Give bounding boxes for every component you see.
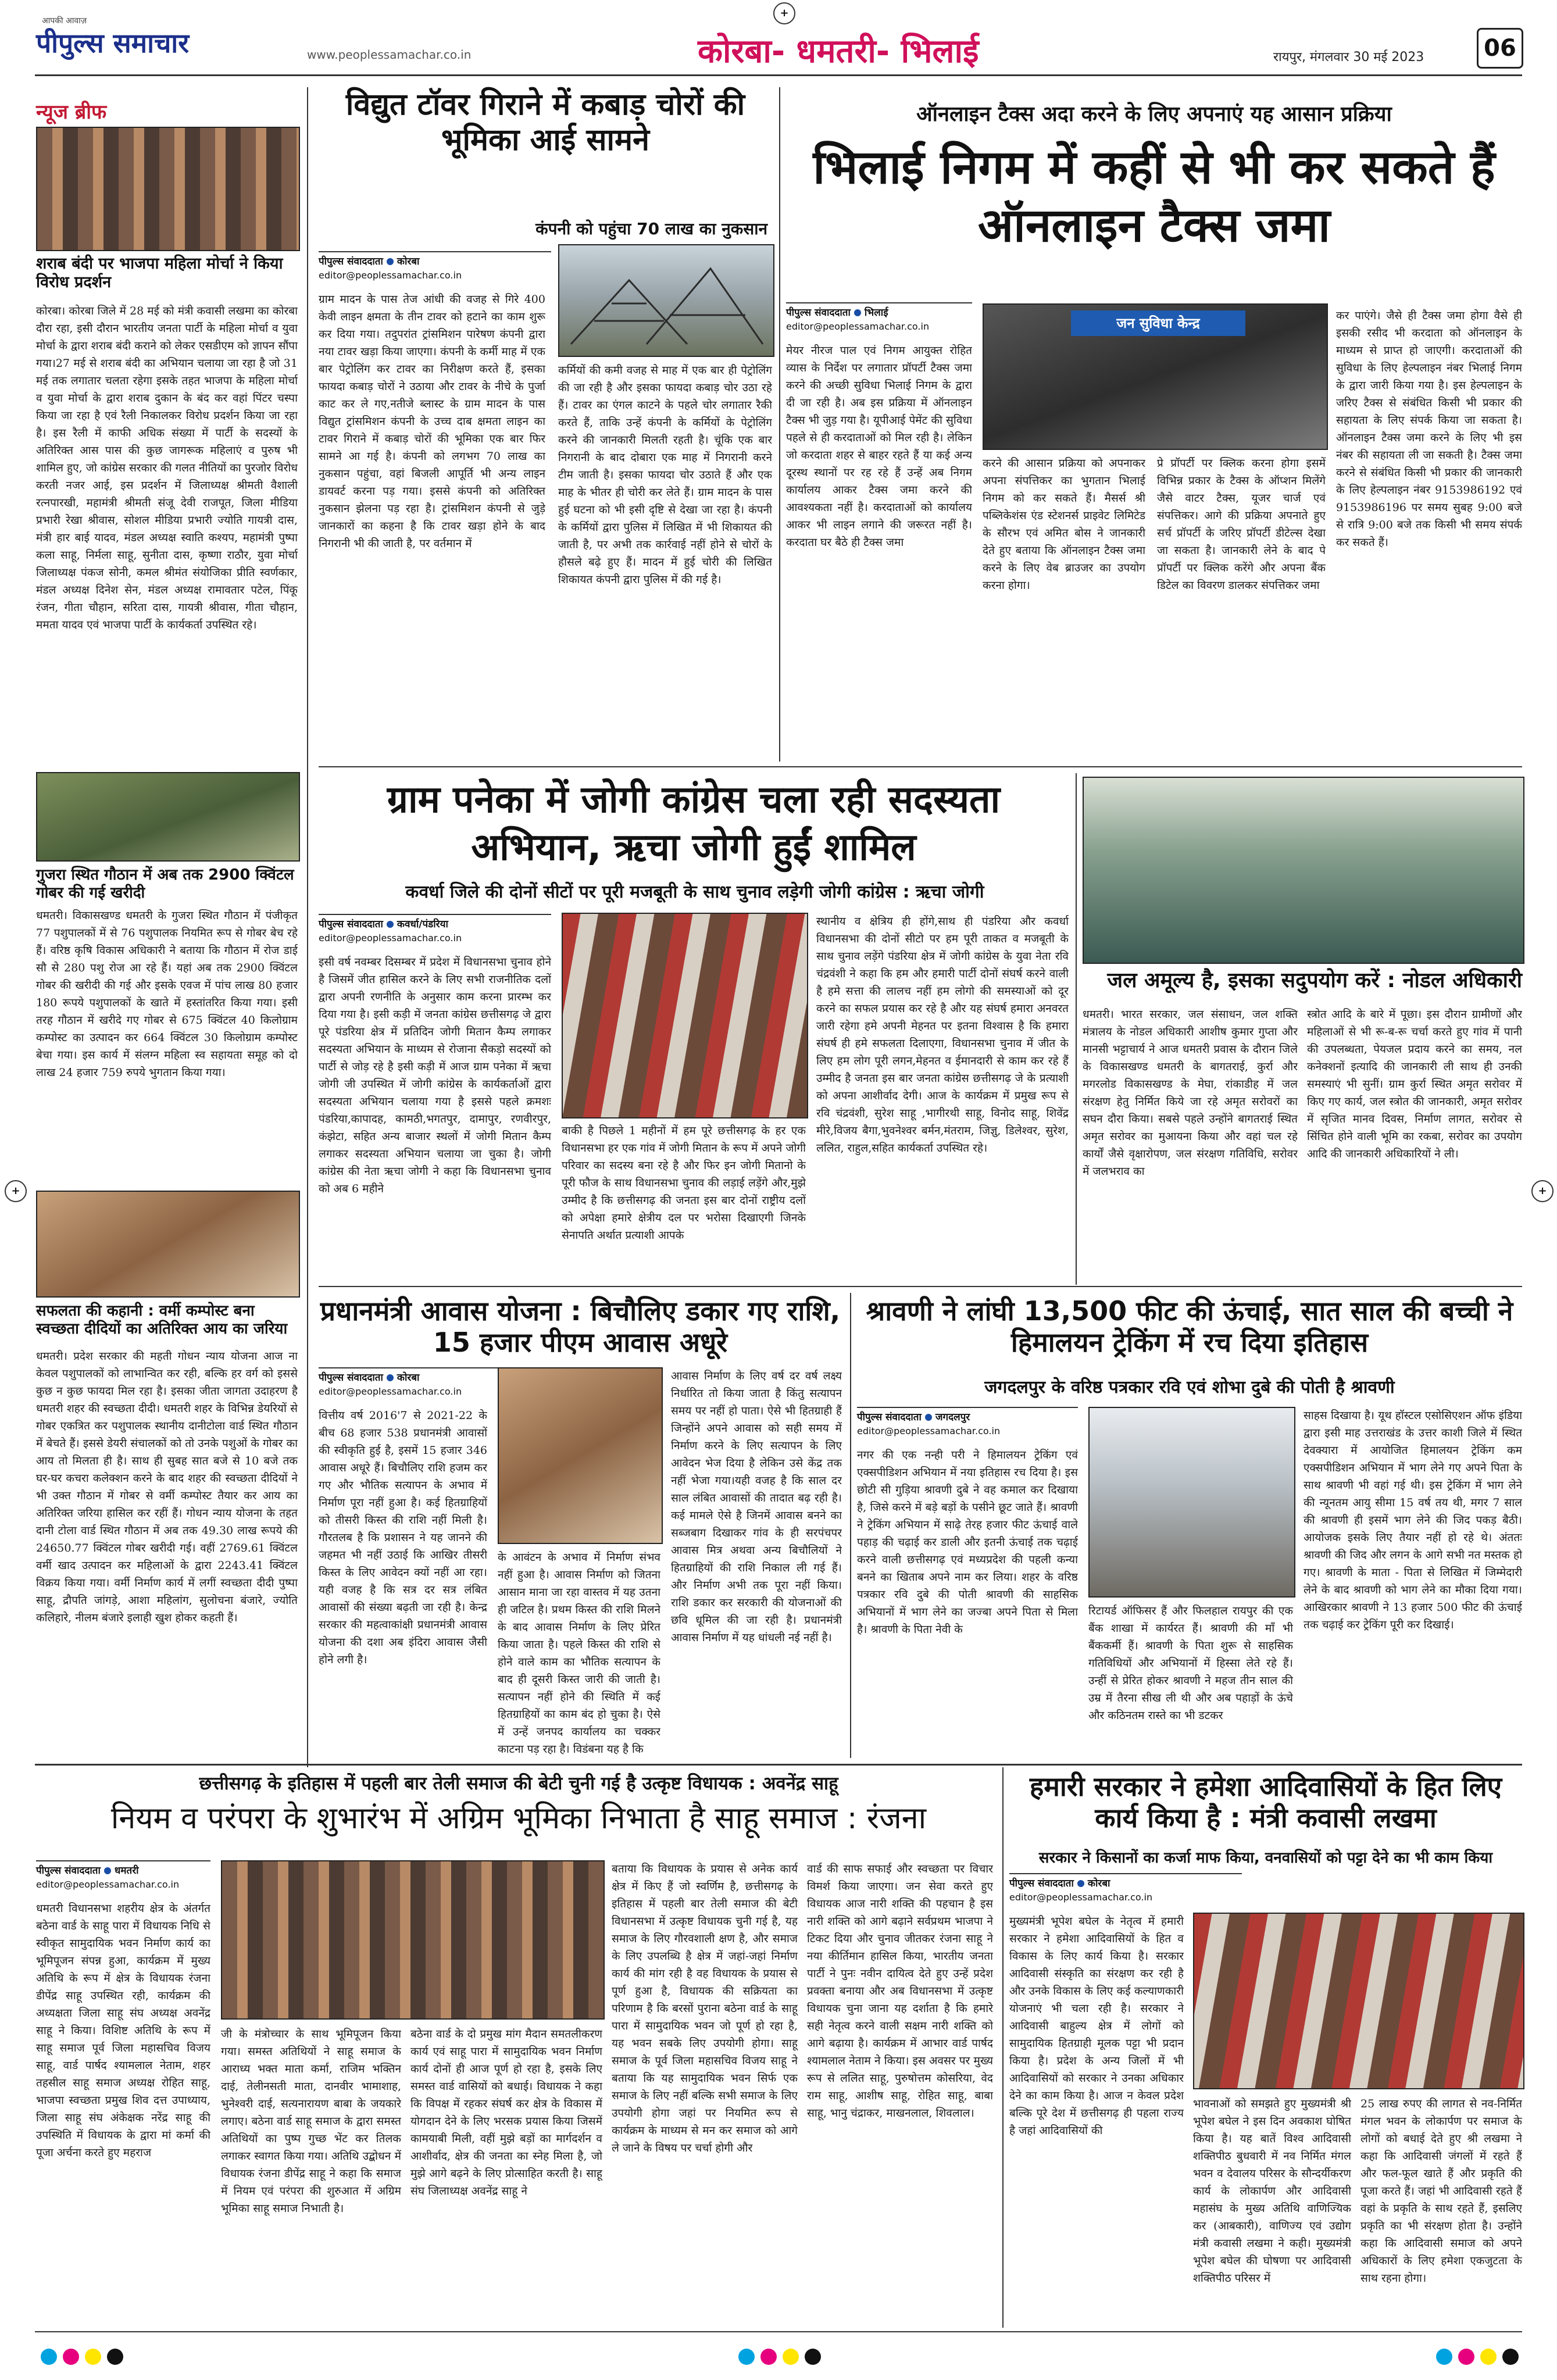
dateline: रायपुर, मंगलवार 30 मई 2023 xyxy=(1273,50,1424,65)
jogi-photo xyxy=(562,913,808,1118)
byline-email[interactable]: editor@peoplessamachar.co.in xyxy=(1009,1892,1153,1903)
brief-photo-3 xyxy=(36,1191,300,1298)
jogi-col-3: स्थानीय व क्षेत्रिय ही होंगे,साथ ही पंडरिया और कवर्धा विधानसभा की दोनों सीटो पर हम पूरी ताकत व मजबूती के साथ चुनाव लड़ेंगे पंडरिया क्षेत्र में जोगी कांग्रेस के युवा नेता रवि चंद्रवंशी ने कहा कि हम और हमारी पार्टी दोनों संघर्ष करने वाली है हमे सत्ता की लालच नहीं हम लोगो की समस्याओं को दूर करने का सफल प्रयास कर रहे है और यह संघर्ष हमारा अनवरत जारी रहेगा हमे अपनी मेहनत पर इतना विश्वास है कि हमारा संघर्ष ही हमे सफलता दिलाएगा, विधानसभा चुनाव में जीत के लिए हम लोग पूरी लगन,मेहनत व ईमानदारी से काम कर रहे हैं उम्मीद है जनता इस बार जनता कांग्रेस छत्तीसगढ़ जे के प्रत्याशी को अपना आशीर्वाद देगी। आज के कार्यक्रम में प्रमुख रूप से रवि चंद्रवंशी, सुरेश साहू ,भागीरथी साहू, विनोद साहू, शिवेंद्र मीरे,विजय बैगा,भुवनेश्वर बर्मन,मंतराम, जिज्ञु, डिलेश्वर, सुरेश, ललित, राहुल,सहित कार्यकर्ता उपस्थित रहे। xyxy=(816,915,1069,1155)
jogi-divider xyxy=(1076,773,1077,1285)
sahu-col-1: धमतरी विधानसभा शहरीय क्षेत्र के अंतर्गत बठेना वार्ड के साहू पारा में विधायक निधि से स्वीकृत सामुदायिक भवन निर्माण कार्य का भूमिपूजन संपन्न हुआ, कार्यक्रम में मुख्य अतिथि के रूप में क्षेत्र के विधायक रंजना डीपेंद्र साहू उपस्थित रही, कार्यक्रम की अध्यक्षता जिला साहू संघ अध्यक्ष अवनेंद्र साहू ने किया। विशिष्ट अतिथि के रूप में साहू समाज पूर्व जिला महासचिव विजय साहू, वार्ड पार्षद श्यामलाल नेताम, शहर तहसील साहू समाज अध्यक्ष रोहित साहू, भाजपा स्वच्छता प्रमुख शिव दत्त उपाध्याय, जिला साहू संघ अंकेक्षक नरेंद्र साहू की उपस्थिति में विधायक के द्वारा मां कर्मा की पूजा अर्चना करते हुए महराज xyxy=(36,1902,210,2159)
shravani-headline: श्रावणी ने लांघी 13,500 फीट की ऊंचाई, सात साल की बच्ची ने हिमालयन ट्रेकिंग में रच दिया इतिहास xyxy=(866,1295,1513,1359)
site-url[interactable]: www.peoplessamachar.co.in xyxy=(307,48,472,62)
registration-mark-left: + xyxy=(5,1180,27,1202)
bhilai-col-3: प्रे प्रॉपर्टी पर क्लिक करना होगा इसमें विभिन्न प्रकार के टैक्स के ऑप्शन मिलेंगे जैसे वाटर टैक्स, यूजर चार्ज एवं संपत्तिकर। आगे की प्रक्रिया अपनाते हुए सर्च प्रॉपर्टी के जरिए प्रॉपर्टी डीटेल्स देखा जा सकता है। जानकारी लेने के बाद पे प्रॉपर्टी पर क्लिक करेंगे और अपना बैंक डिटेल का विवरण डालकर संपत्तिकर जमा xyxy=(1157,457,1326,592)
tower-divider xyxy=(779,87,780,762)
awas-col-3: आवास निर्माण के लिए वर्ष दर वर्ष लक्ष्य निर्धारित तो किया जाता है किंतु सत्यापन समय पर नहीं हो पाता। ऐसे भी हितग्राही हैं जिन्होंने अपने आवास को सही समय में निर्माण करने के लिए सत्यापन के लिए आवेदन भेज दिया है लेकिन उसे केंद्र तक नहीं भेजा गया।यही वजह है कि साल दर साल लंबित आवासों की तादात बढ़ रही है। कई मामले ऐसे है जिनमें आवास बनने का सब्जबाग दिखाकर गांव के ही सरपंचपर आवास मित्र अथवा अन्य बिचौलियों ने हितग्राहियों की राशि निकाल ली गई हैं। और निर्माण अभी तक पूरा नहीं किया। राशि डकार कर सरकारी की योजनाओं की छवि धूमिल की जा रही है। प्रधानमंत्री आवास निर्माण में यह धांधली नई नहीं है। xyxy=(671,1370,842,1644)
brief-text-1: कोरबा। कोरबा जिले में 28 मई को मंत्री कवासी लखमा का कोरबा दौरा रहा, इसी दौरान भारतीय जनता पार्टी के महिला मोर्चा व युवा मोर्चा के द्वारा शराब बंदी कराने को लेकर एसडीएम को ज्ञापन सौंपा गया।27 मई से शराब बंदी का अभियान चलाया जा रहा है जो 31 मई तक लगातार चलता रहेगा इसके तहत भाजपा के महिला मोर्चा व युवा मोर्चा के द्वारा शराब दुकान के बंद कर वहां पिंटर चस्पा किया जा रहा है एवं रैली निकालकर विरोध प्रदर्शन किया जा रहा है। इस रैली में काफी अधिक संख्या में पार्टी के सदस्यों के अतिरिक्त आस पास की कुछ जागरूक महिलाएं व पुरुष भी शामिल हुए, जो कांग्रेस सरकार की गलत नीतियों का पुरजोर विरोध करती नजर आई, इस प्रदर्शन में जिलाध्यक्ष श्रीमती वैशाली रत्नपारखी, महामंत्री श्रीमती संजू देवी राजपूत, जिला मीडिया प्रभारी रेखा श्रीवास, सोशल मीडिया प्रभारी ज्योति गायत्री दास, मंत्री हार बाई यादव, मंडल अध्यक्ष स्वाति कश्यप, महामंत्री पुष्पा कला साहू, निर्मला साहू, सुनीता दास, कृष्णा राठौर, युवा मोर्चा जिलाध्यक्ष पंकज सोनी, कमल श्रीमंत संयोजिका प्रीति स्वर्णकार, मंडल अध्यक्ष दिनेश सेन, मंडल अध्यक्ष रामावतार पटेल, पिंकू रंजन, गीता चौहान, सरिता दास, गायत्री श्रीवास, गीता चौहान, ममता यादव एवं भाजपा पार्टी के कार्यकर्ता उपस्थित रहे। xyxy=(36,305,298,631)
sahu-divider xyxy=(1002,1767,1004,2328)
kawasi-subhead: सरकार ने किसानों का कर्जा माफ किया, वनवासियों को पट्टा देने का भी काम किया xyxy=(1038,1849,1493,1867)
awas-col-2: के आवंटन के अभाव में निर्माण संभव नहीं हुआ है। आवास निर्माण को जितना आसान माना जा रहा वास्तव में यह उतना ही जटिल है। प्रथम किस्त की राशि मिलने के बाद आवास निर्माण के लिए प्रेरित किया जाता है। पहले किस्त की राशि से होने वाले काम का भौतिक सत्यापन के बाद ही दूसरी किस्त जारी की जाती है। सत्यापन नहीं होने की स्थिति में कई हितग्राहियों का काम बंद हो चुका है। ऐसे में उन्हें जनपद कार्यालय का चक्कर काटना पड़ रहा है। विडंबना यह है कि xyxy=(498,1551,660,1756)
row-3-rule xyxy=(35,1764,1522,1766)
jogi-subhead: कवर्धा जिले की दोनों सीटों पर पूरी मजबूती के साथ चुनाव लड़ेगी जोगी कांग्रेस : ऋचा जोगी xyxy=(405,882,984,902)
tower-byline xyxy=(319,251,551,283)
awas-col-1: वित्तीय वर्ष 2016'7 से 2021-22 के बीच 68 हजार 538 प्रधानमंत्री आवासों की स्वीकृति हुई है, इसमें 15 हजार 346 आवास अधूरे हैं। बिचौलिए राशि हजम कर गए और भौतिक सत्यापन के अभाव में निर्माण पूरा नहीं हुआ है। कई हितग्राहियों को तीसरी किस्त की राशि नहीं मिली है। गौरतलब है कि प्रशासन ने यह जानने की जहमत भी नहीं उठाई कि आखिर तीसरी किस्त के लिए आवेदन क्यों नहीं आ रहा। यही वजह है कि सत्र दर सत्र लंबित आवासों की संख्या बढ़ती जा रही है। केन्द्र सरकार की महत्वाकांक्षी प्रधानमंत्री आवास योजना की दशा अब इंदिरा आवास जैसी होने लगी है। xyxy=(319,1409,487,1666)
section-title: कोरबा- धमतरी- भिलाई xyxy=(698,33,979,70)
byline-reporter: पीपुल्स संवाददाता xyxy=(857,1411,922,1423)
collapsed-tower-illustration xyxy=(559,245,773,356)
brief-text-2: धमतरी। विकासखण्ड धमतरी के गुजरा स्थित गौठान में पंजीकृत 77 पशुपालकों में से 76 पशुपालक नियमित रूप से गोबर बेच रहे हैं। वरिष्ठ कृषि विकास अधिकारी ने बताया कि गौठान में रोज डाई सौ से 280 पशु रोज आ रहे हैं। यहां अब तक 2900 क्विंटल गोबर की खरीदी की गई और इसके एवज में पांच लाख 80 हजार 180 रूपये पशुपालकों के खाते में हस्तांतरित किया गया। इसी तरह गौठान में खरीदे गए गोबर से 675 क्विंटल 40 किलोग्राम कम्पोस्ट का उत्पादन कर 664 क्विंटल 30 किलोग्राम कम्पोस्ट बेचा गया। इस कार्य में संलग्न महिला स्व सहायता समूह को दो लाख 24 हजार 759 रुपये भुगतान किया गया। xyxy=(36,909,298,1079)
cmyk-marks-left xyxy=(41,2349,123,2365)
byline-email[interactable]: editor@peoplessamachar.co.in xyxy=(319,270,462,281)
byline-reporter: पीपुल्स संवाददाता xyxy=(36,1865,101,1877)
sahu-col-3: बठेना वार्ड के दो प्रमुख मांग मैदान समतलीकरण कार्य एवं साहू पारा में सामुदायिक भवन निर्माण कार्य दोनों ही आज पूर्ण हो रहा है, इसके लिए समस्त वार्ड वासियों को बधाई। विधायक ने कहा कि विपक्ष में रहकर संघर्ष कर क्षेत्र के विकास में योगदान देने के लिए भरसक प्रयास किया जिसमें कामयाबी मिली, वहीं मुझे बड़ों का मार्गदर्शन व आशीर्वाद, क्षेत्र की जनता का स्नेह मिला है, जो मुझे आगे बढ़ने के लिए प्रोत्साहित करती है। साहू संघ जिलाध्यक्ष अवनेंद्र साहू ने xyxy=(410,2028,602,2197)
byline-reporter: पीपुल्स संवाददाता xyxy=(1009,1878,1074,1889)
tower-col-1: ग्राम मादन के पास तेज आंधी की वजह से गिरे 400 केवी लाइन क्षमता के तीन टावर को हटाने का काम शुरू कर दिया गया। तदुपरांत ट्रांसमिशन पारेषण कंपनी द्वारा नया टावर खड़ा किया जाएगा। कंपनी के कर्मी माह में एक बार पेट्रोलिंग कर टावर का निरीक्षण करते हैं, इसका फायदा कबाड़ चोरों ने उठाया और टावर के नीचे के पुर्जा काट कर ले गए,नतीजे ब्लास्ट के ग्राम मादन के पास विद्युत ट्रांसमिशन कंपनी के उच्च दाब क्षमता लाइन का टावर गिराने में कबाड़ चोरों की भूमिका एक बार फिर सामने आ गई है। कंपनी को लगभग 70 लाख का नुकसान पहुंचा, वहां बिजली आपूर्ति भी अन्य लाइन डायवर्ट करना पड़ गया। इससे कंपनी को अतिरिक्त नुकसान झेलना पड़ रहा है। ट्रांसमिशन कंपनी से जुड़े जानकारों का कहना है कि टावर खड़ा होने के बाद निगरानी भी की जाती है, पर वर्तमान में xyxy=(319,293,545,550)
kawasi-col-3: 25 लाख रुपए की लागत से नव-निर्मित मंगल भवन के लोकार्पण पर समाज के लोगों को बधाई देते हुए श्री लखमा ने कहा कि आदिवासी जंगलों में रहते हैं और फल-फूल खाते हैं और प्रकृति की पूजा करते हैं। जहां भी आदिवासी रहते हैं वहां के प्रकृति के साथ रहते हैं, इसलिए प्रकृति का भी संरक्षण होता है। उन्होंने कहा कि आदिवासी समाज को अपने अधिकारों के लिए हमेशा एकजुटता के साथ रहना होगा। xyxy=(1360,2097,1522,2285)
jogi-byline xyxy=(319,914,551,945)
brief-photo-2 xyxy=(36,772,300,862)
byline-reporter: पीपुल्स संवाददाता xyxy=(319,256,383,267)
byline-place: कोरबा xyxy=(397,1372,420,1384)
tower-frame-left xyxy=(571,280,687,344)
shravani-col-2: रिटायर्ड ऑफिसर हैं और फिलहाल रायपुर की एक बैंक शाखा में कार्यरत हैं। श्रावणी की माँ भी बैंककर्मी हैं। श्रावणी के पिता शुरू से साहसिक गतिविधियों और अभियानों में हिस्सा लेते रहे हैं। उन्हीं से प्रेरित होकर श्रावणी ने महज तीन साल की उम्र में तैरना सीख ली थी और अब पहाड़ों के ऊंचे और कठिनतम रास्ते का भी डटकर xyxy=(1088,1604,1293,1722)
sahu-col-2: जी के मंत्रोच्चार के साथ भूमिपूजन किया गया। समस्त अतिथियों ने साहू समाज के आराध्य भक्त माता कर्मा, राजिम भक्तिन दाई, तेलीनसती माता, दानवीर भामाशाह, भुनेश्वरी दाई, सत्यनारायण बाबा के जयकारे लगाए। बठेना वार्ड साहू समाज के द्वारा समस्त अतिथियों का पुष्प गुच्छ भेंट कर तिलक लगाकर स्वागत किया गया। अतिथि उद्बोधन में विधायक रंजना डीपेंद्र साहू ने कहा कि समाज में नियम एवं परंपरा की शुरुआत में अग्रिम भूमिका साहू समाज निभाती है। xyxy=(221,2028,401,2215)
byline-place: धमतरी xyxy=(114,1865,139,1877)
byline-email[interactable]: editor@peoplessamachar.co.in xyxy=(36,1879,180,1890)
sign-text: जन सुविधा केन्द्र xyxy=(1116,315,1200,331)
row-1-rule xyxy=(319,766,1522,767)
sahu-col-5: वार्ड की साफ सफाई और स्वच्छता पर विचार विमर्श किया जाएगा। जन सेवा करते हुए विधायक आज नारी शक्ति की पहचान है इस नारी शक्ति को आगे बढ़ाने सर्वप्रथम भाजपा ने टिकट दिया और चुनाव जीतकर रंजना साहू ने नया कीर्तिमान हासिल किया, भारतीय जनता पार्टी ने पुनः नवीन दायित्व देते हुए उन्हें प्रदेश प्रवक्ता बनाया और अब विधानसभा में उत्कृष्ट विधायक चुना जाना यह दर्शाता है कि हमारे सही नेतृत्व करने वाली सक्षम नारी शक्ति को आगे बढ़ाया है। कार्यक्रम में आभार वार्ड पार्षद श्यामलाल नेताम ने किया। इस अवसर पर मुख्य रूप से ललित साहू, पुरुषोत्तम कोसरिया, वेद राम साहू, आशीष साहू, रोहित साहू, बाबा साहू, भानु चंद्राकर, माखनलाल, शिवलाल। xyxy=(807,1863,993,2120)
byline-place: कोरबा xyxy=(397,256,420,267)
brief-title-2: गुजरा स्थित गौठान में अब तक 2900 क्विंटल गोबर की गई खरीदी xyxy=(36,866,294,902)
page-number-box xyxy=(1477,28,1523,69)
shravani-col-3: साहस दिखाया है। यूथ हॉस्टल एसोसिएशन ऑफ इंडिया द्वारा इसी माह उत्तराखंड के उत्तर काशी जिले में स्थित देवक्यारा में आयोजित हिमालयन ट्रेकिंग कम एक्सपीडिशन अभियान में भाग लेने गए अपने पिता के साथ श्रावणी भी वहां गई थी। इस ट्रेकिंग में भाग लेने की न्यूनतम आयु सीमा 15 वर्ष तय थी, मगर 7 साल की श्रावणी ही इसमें भाग लेने की जिद पकड़ बैठी। आयोजक इसके लिए तैयार नहीं हो रहे थे। अंततः श्रावणी की जिद और लगन के आगे सभी नत मस्तक हो गए। श्रावणी के माता - पिता से लिखित में जिम्मेदारी लेने के बाद श्रावणी को भाग लेने का मौका दिया गया। आखिरकार श्रावणी ने 13 हजार 500 फीट की ऊंचाई तक चढ़ाई कर ट्रेकिंग पूरी कर दिखाई। xyxy=(1304,1409,1522,1631)
tower-headline: विद्युत टॉवर गिराने में कबाड़ चोरों की भूमिका आई सामने xyxy=(345,87,745,158)
shravani-photo xyxy=(1088,1407,1295,1598)
water-col-2: स्त्रोत आदि के बारे में पूछा। इस दौरान ग्रामीणों और महिलाओं से भी रू-ब-रू चर्चा करते हुए गांव में पानी की उपलब्धता, पेयजल प्रदाय करने का समय, नल कनेक्शनों इत्यादि की जानकारी ली साथ ही उनकी समस्याएं भी सुनीं। ग्राम कुर्रा स्थित अमृत सरोवर में किए गए कार्य, जल स्त्रोत की जानकारी, अमृत सरोवर में सृजित मानव दिवस, निर्माण लागत, सरोवर से सिंचित होने वाली भूमि का रकबा, सरोवर का उपयोग आदि की जानकारी अधिकारियों ने ली। xyxy=(1307,1008,1522,1160)
awas-headline: प्रधानमंत्री आवास योजना : बिचौलिए डकार गए राशि, 15 हजार पीएम आवास अधूरे xyxy=(320,1295,841,1359)
bhilai-byline xyxy=(786,302,972,334)
bhilai-col-1: मेयर नीरज पाल एवं निगम आयुक्त रोहित व्यास के निर्देश पर लगातार प्रॉपर्टी टैक्स जमा करने की अच्छी सुविधा भिलाई निगम के द्वारा दी जा रही है। अब इस प्रक्रिया में ऑनलाइन टैक्स भी जुड़ गया है। यूपीआई पेमेंट की सुविधा पहले से ही करदाताओं को मिल रही है। लेकिन जो करदाता शहर से बाहर रहते हैं या कई अन्य दूरस्थ स्थानों पर रह रहे हैं उन्हें अब निगम कार्यालय आकर टैक्स जमा करने की आवश्यकता नहीं है। करदाताओं को कार्यालय आकर भी लाइन लगाने की जरूरत नहीं है। करदाता घर बैठे ही टैक्स जमा xyxy=(786,344,972,549)
awas-divider xyxy=(850,1293,851,1758)
shravani-col-1: नगर की एक नन्ही परी ने हिमालयन ट्रेकिंग एवं एक्सपीडिशन अभियान में नया इतिहास रच दिया है। इस छोटी सी गुड़िया श्रावणी दुबे ने वह कमाल कर दिखाया है, जिसे करने में बड़े बड़ों के पसीने छूट जाते हैं। श्रावणी ने ट्रेकिंग अभियान में साढ़े तेरह हजार फीट ऊंचाई वाले पहाड़ की चढ़ाई कर डाली और इतनी ऊंचाई तक चढ़ाई करने वाली छत्तीसगढ़ एवं मध्यप्रदेश की पहली कन्या बनने का खिताब अपने नाम कर लिया। शहर के वरिष्ठ पत्रकार रवि दुबे की पोती श्रावणी की साहसिक अभियानों में भाग लेने का जज्बा अपने पिता से मिला है। श्रावणी के पिता नेवी के xyxy=(857,1449,1078,1636)
sahu-col-4: बताया कि विधायक के प्रयास से अनेक कार्य क्षेत्र में किए हैं जो स्वर्णिम है, छत्तीसगढ़ के इतिहास में पहली बार तेली समाज की बेटी विधानसभा में उत्कृष्ट विधायक चुनी गई है, यह समाज के लिए गौरवशाली क्षण है, और समाज के लिए उपलब्धि है क्षेत्र में जहां-जहां निर्माण कार्य की मांग रही है वह विधायक के प्रयास से पूर्ण हुआ है, विधायक की सक्रियता का परिणाम है कि बरसों पुराना बठेना वार्ड के साहू पारा में सामुदायिक भवन जो पूर्ण हो रहा है, यह भवन सबके लिए उपयोगी होगा। साहू समाज के पूर्व जिला महासचिव विजय साहू ने बताया कि यह सामुदायिक भवन सिर्फ एक समाज के लिए नहीं बल्कि सभी समाज के लिए उपयोगी होगा जहां पर नियमित रूप से कार्यक्रम के माध्यम से मन कर समाज को आगे ले जाने के विषय पर चर्चा होगी और xyxy=(612,1863,798,2154)
byline-place: जगदलपुर xyxy=(935,1411,970,1423)
byline-place: कवर्धा/पंडरिया xyxy=(397,919,448,930)
water-headline: जल अमूल्य है, इसका सदुपयोग करें : नोडल अधिकारी xyxy=(1107,969,1522,992)
kawasi-headline: हमारी सरकार ने हमेशा आदिवासियों के हित लिए कार्य किया है : मंत्री कवासी लखमा xyxy=(1029,1771,1502,1834)
page-number: 06 xyxy=(1484,35,1516,62)
shravani-byline xyxy=(857,1407,1078,1438)
bhilai-col-2: करने की आसान प्रक्रिया को अपनाकर अपना संपत्तिकर का भुगतान भिलाई निगम को कर सकते हैं। मैसर्स श्री पब्लिकेशंस एंड स्टेशनर्स प्राइवेट लिमिटेड के सौरभ एवं अमित बोस ने जानकारी देते हुए बताया कि ऑनलाइन टैक्स जमा करने के लिए वेब ब्राउजर का उपयोग करना होगा। xyxy=(983,457,1145,592)
byline-reporter: पीपुल्स संवाददाता xyxy=(319,919,383,930)
registration-mark-top: + xyxy=(773,2,795,24)
cmyk-marks-right xyxy=(1436,2349,1519,2365)
jogi-col-1: इसी वर्ष नवम्बर दिसम्बर में प्रदेश में विधानसभा चुनाव होने है जिसमें जीत हासिल करने के लिए सभी राजनीतिक दलों द्वारा अपनी रणनीति के अनुसार काम करना प्रारम्भ कर दिया गया है। इसी कड़ी में जनता कांग्रेस छत्तीसगढ़ जे द्वारा पूरे पंडरिया क्षेत्र में प्रतिदिन जोगी मितान कैम्प लगाकर सदस्यता अभियान के माध्यम से रोजाना सैकड़ो सदस्यों को पार्टी से जोड़ रहे है इसी कड़ी में आज ग्राम पनेका में ऋचा जोगी जी उपस्थित में जोगी कांग्रेस के कार्यकर्ताओं द्वारा सदस्यता अभियान चलाया गया है इससे पहले क्रमशः पंडरिया,कापादह, कामठी,भगतपुर, दामापुर, रणवीरपुर, कंझेटा, सहित अन्य बाजार स्थलों में जोगी मितान कैम्प लगाकर सदस्यता अभियान चलाया जा चुका है। जोगी कांग्रेस की नेता ऋचा जोगी ने कहा कि विधानसभा चुनाव को अब 6 महीने xyxy=(319,956,551,1195)
byline-email[interactable]: editor@peoplessamachar.co.in xyxy=(319,1386,462,1397)
bhilai-kicker: ऑनलाइन टैक्स अदा करने के लिए अपनाएं यह आसान प्रक्रिया xyxy=(916,102,1392,126)
cmyk-marks-center xyxy=(738,2349,821,2365)
tower-photo xyxy=(558,244,774,357)
sahu-byline xyxy=(36,1860,210,1892)
tower-frame-right xyxy=(647,269,763,344)
kawasi-col-1: मुख्यमंत्री भूपेश बघेल के नेतृत्व में हमारी सरकार ने हमेशा आदिवासियों के हित व विकास के लिए कार्य किया है। सरकार आदिवासी संस्कृति का संरक्षण कर रही है और उनके विकास के लिए कई कल्याणकारी योजनाएं भी चला रही है। सरकार ने आदिवासी बाहुल्य क्षेत्र में लोगों को सामुदायिक हितग्राही मूलक पट्टा भी प्रदान किया है। प्रदेश के अन्य जिलों में भी आदिवासियों को सरकार ने उनका अधिकार देने का काम किया है। आज न केवल प्रदेश बल्कि पूरे देश में छत्तीसगढ़ ही पहला राज्य है जहां आदिवासियों की xyxy=(1009,1915,1184,2137)
byline-email[interactable]: editor@peoplessamachar.co.in xyxy=(786,321,930,332)
water-photo xyxy=(1083,777,1524,964)
news-brief-label: न्यूज ब्रीफ xyxy=(36,101,107,124)
brief-photo-1 xyxy=(36,127,300,251)
brief-text-3: धमतरी। प्रदेश सरकार की महती गोधन न्याय योजना आज ना केवल पशुपालकों को लाभान्वित कर रही, बल्कि हर वर्ग को इससे कुछ न कुछ फायदा मिल रहा है। इसका जीता जागता उदाहरण है धमतरी शहर की स्वच्छता दीदी। धमतरी शहर के विभिन्न डेयरियों से गोबर एकत्रित कर पशुपालक स्थानीय दानीटोला वार्ड स्थित गौठान में बेचते हैं। इससे डेयरी संचालकों को तो उनके पशुओं के गोबर का आय तो मिलता ही है। साथ ही सुबह सात बजे से 10 बजे तक घर-घर कचरा कलेक्शन करने के बाद शहर की स्वच्छता दीदियों ने भी उक्त गौठान में गोबर से वर्मी कम्पोस्ट तैयार कर आय का अतिरिक्त जरिया हासिल कर रहीं हैं। गोधन न्याय योजना के तहत दानी टोला वार्ड स्थित गौठान में अब तक 49.30 लाख रूपये की 24650.77 क्विंटल गोबर खरीदी गई। वहीं 2769.61 क्विंटल वर्मी खाद उत्पादन कर महिलाओं के द्वारा 2243.41 क्विंटल विक्रय किया गया। वर्मी निर्माण कार्य में लगीं स्वच्छता दीदी पुष्पा साहू, द्रौपति जांगड़े, आशा महिलांग, सुलोचना बंजारे, ज्योति कलिहारे, नीलम बंजारे इलाही खुश होकर कहती हैं। xyxy=(36,1350,298,1624)
tower-subhead: कंपनी को पहुंचा 70 लाख का नुकसान xyxy=(535,219,767,238)
sahu-kicker: छत्तीसगढ़ के इतिहास में पहली बार तेली समाज की बेटी चुनी गई है उत्कृष्ट विधायक : अवनेंद्र साहू xyxy=(199,1773,838,1794)
jogi-headline: ग्राम पनेका में जोगी कांग्रेस चला रही सदस्यता अभियान, ऋचा जोगी हुईं शामिल xyxy=(387,778,1001,869)
brief-title-1: शराब बंदी पर भाजपा महिला मोर्चा ने किया विरोध प्रदर्शन xyxy=(36,255,283,292)
tower-col-2: कर्मियों की कमी वजह से माह में एक बार ही पेट्रोलिंग की जा रही है और इसका फायदा कबाड़ चोर उठा रहे हैं। टावर का एंगल काटने के पहले चोर लगातार रैकी करते हैं, ताकि उन्हें कंपनी के कर्मियों के पेट्रोलिंग करने की जानकारी मिलती रहती है। चूंकि एक बार निगरानी के बाद दोबारा एक माह में निगरानी करने टीम जाती है। इसका फायदा चोर उठाते हैं और एक माह के भीतर ही चोरी कर लेते हैं। ग्राम मादन के पास हुई घटना को भी इसी दृष्टि से देखा जा रहा है। कंपनी के कर्मियों द्वारा पुलिस में लिखित में भी शिकायत की जाती है, पर अभी तक कार्रवाई नहीं होने से चोरों के हौसले बढ़े हुए हैं। मादन में हुई चोरी की लिखित शिकायत कंपनी द्वारा पुलिस में की गई है। xyxy=(558,364,772,586)
footer-rule xyxy=(35,2331,1522,2332)
tower-braces xyxy=(594,303,745,321)
bhilai-col-4: कर पाएंगे। जैसे ही टैक्स जमा होगा वैसे ही इसकी रसीद भी करदाता को ऑनलाइन के माध्यम से प्राप्त हो जाएगी। करदाताओं की सुविधा के लिए हेल्पलाइन नंबर भिलाई निगम के द्वारा जारी किया गया है। इस हेल्पलाइन के जरिए टैक्स से संबंधित किसी भी प्रकार की सहायता के लिए संपर्क किया जा सकता है। ऑनलाइन टैक्स जमा करने के लिए भी इस नंबर की सहायता ली जा सकती है। टैक्स जमा करने से संबंधित किसी भी प्रकार की जानकारी के लिए हेल्पलाइन नंबर 9153986192 एवं 9153986196 पर समय सुबह 9:00 बजे से रात्रि 9:00 बजे तक किसी भी समय संपर्क कर सकते हैं। xyxy=(1336,309,1522,549)
byline-place: कोरबा xyxy=(1087,1878,1110,1889)
bhilai-photo xyxy=(983,303,1328,450)
brief-title-3: सफलता की कहानी : वर्मी कम्पोस्ट बना स्वच्छता दीदियों का अतिरिक्त आय का जरिया xyxy=(36,1302,288,1338)
byline-reporter: पीपुल्स संवाददाता xyxy=(786,307,851,319)
left-column-divider xyxy=(307,87,308,1767)
byline-place: भिलाई xyxy=(864,307,888,319)
masthead-rule xyxy=(35,74,1522,76)
byline-email[interactable]: editor@peoplessamachar.co.in xyxy=(319,932,462,944)
logo-tagline: आपकी आवाज़ xyxy=(42,16,87,26)
masthead-logo[interactable] xyxy=(36,16,303,60)
jan-suvidha-sign xyxy=(1071,310,1245,336)
water-col-1: धमतरी। भारत सरकार, जल संसाधन, जल शक्ति मंत्रालय के नोडल अधिकारी आशीष कुमार गुप्ता और मानसी भट्टाचार्य ने आज धमतरी प्रवास के दौरान जिले के विकासखण्ड धमतरी के बागतराई, कुर्रा और मगरलोड विकासखण्ड के मेघा, रांकाडीह में जल संरक्षण हेतु निर्मित किये जा रहे अमृत सरोवरों का सघन दौरा किया। सबसे पहले उन्होंने बागतराई स्थित अमृत सरोवर का मुआयना किया और वहां चल रहे कार्यों जैसे वृक्षारोपण, जल संरक्षण गतिविधि, सरोवर में जलभराव का xyxy=(1083,1008,1298,1178)
kawasi-byline xyxy=(1009,1873,1242,1904)
byline-email[interactable]: editor@peoplessamachar.co.in xyxy=(857,1425,1001,1436)
byline-reporter: पीपुल्स संवाददाता xyxy=(319,1372,383,1384)
sahu-photo xyxy=(221,1860,605,2020)
kawasi-photo xyxy=(1193,1913,1524,2089)
sahu-headline: नियम व परंपरा के शुभारंभ में अग्रिम भूमिका निभाता है साहू समाज : रंजना xyxy=(110,1801,927,1836)
jogi-col-2: बाकी है पिछले 1 महीनों में हम पूरे छत्तीसगढ़ के हर एक विधानसभा हर एक गांव में जोगी मितान के रूप में अपने जोगी परिवार का सदस्य बना रहे है और फिर इन जोगी मितानो के पूरी फौज के साथ विधानसभा चुनाव की लड़ाई लड़ेंगे और,मुझे उम्मीद है कि छत्तीसगढ़ की जनता इस बार दोनों राष्ट्रीय दलों को अपेक्षा हमारे क्षेत्रीय दल पर भरोसा दिखाएगी जिनके सेनापति अर्थात प्रत्याशी आपके xyxy=(562,1124,806,1242)
registration-mark-right: + xyxy=(1531,1180,1554,1202)
row-2-rule xyxy=(319,1286,1522,1287)
bhilai-headline: भिलाई निगम में कहीं से भी कर सकते हैं ऑनलाइन टैक्स जमा xyxy=(813,140,1495,252)
shravani-subhead: जगदलपुर के वरिष्ठ पत्रकार रवि एवं शोभा दुबे की पोती है श्रावणी xyxy=(984,1377,1395,1398)
kawasi-col-2: भावनाओं को समझते हुए मुख्यमंत्री श्री भूपेश बघेल ने इस दिन अवकाश घोषित किया है। यह बातें विश्व आदिवासी शक्तिपीठ बुधवारी में नव निर्मित मंगल भवन व देवालय परिसर के सौन्दर्यीकरण कार्य के लोकार्पण और आदिवासी महासंघ के मुख्य अतिथि वाणिज्यिक कर (आबकारी), वाणिज्य एवं उद्योग मंत्री कवासी लखमा ने कही। मुख्यमंत्री भूपेश बघेल की घोषणा पर आदिवासी शक्तिपीठ परिसर में xyxy=(1193,2097,1351,2285)
awas-photo xyxy=(498,1367,663,1544)
logo-text: पीपुल्स समाचार xyxy=(36,27,190,59)
